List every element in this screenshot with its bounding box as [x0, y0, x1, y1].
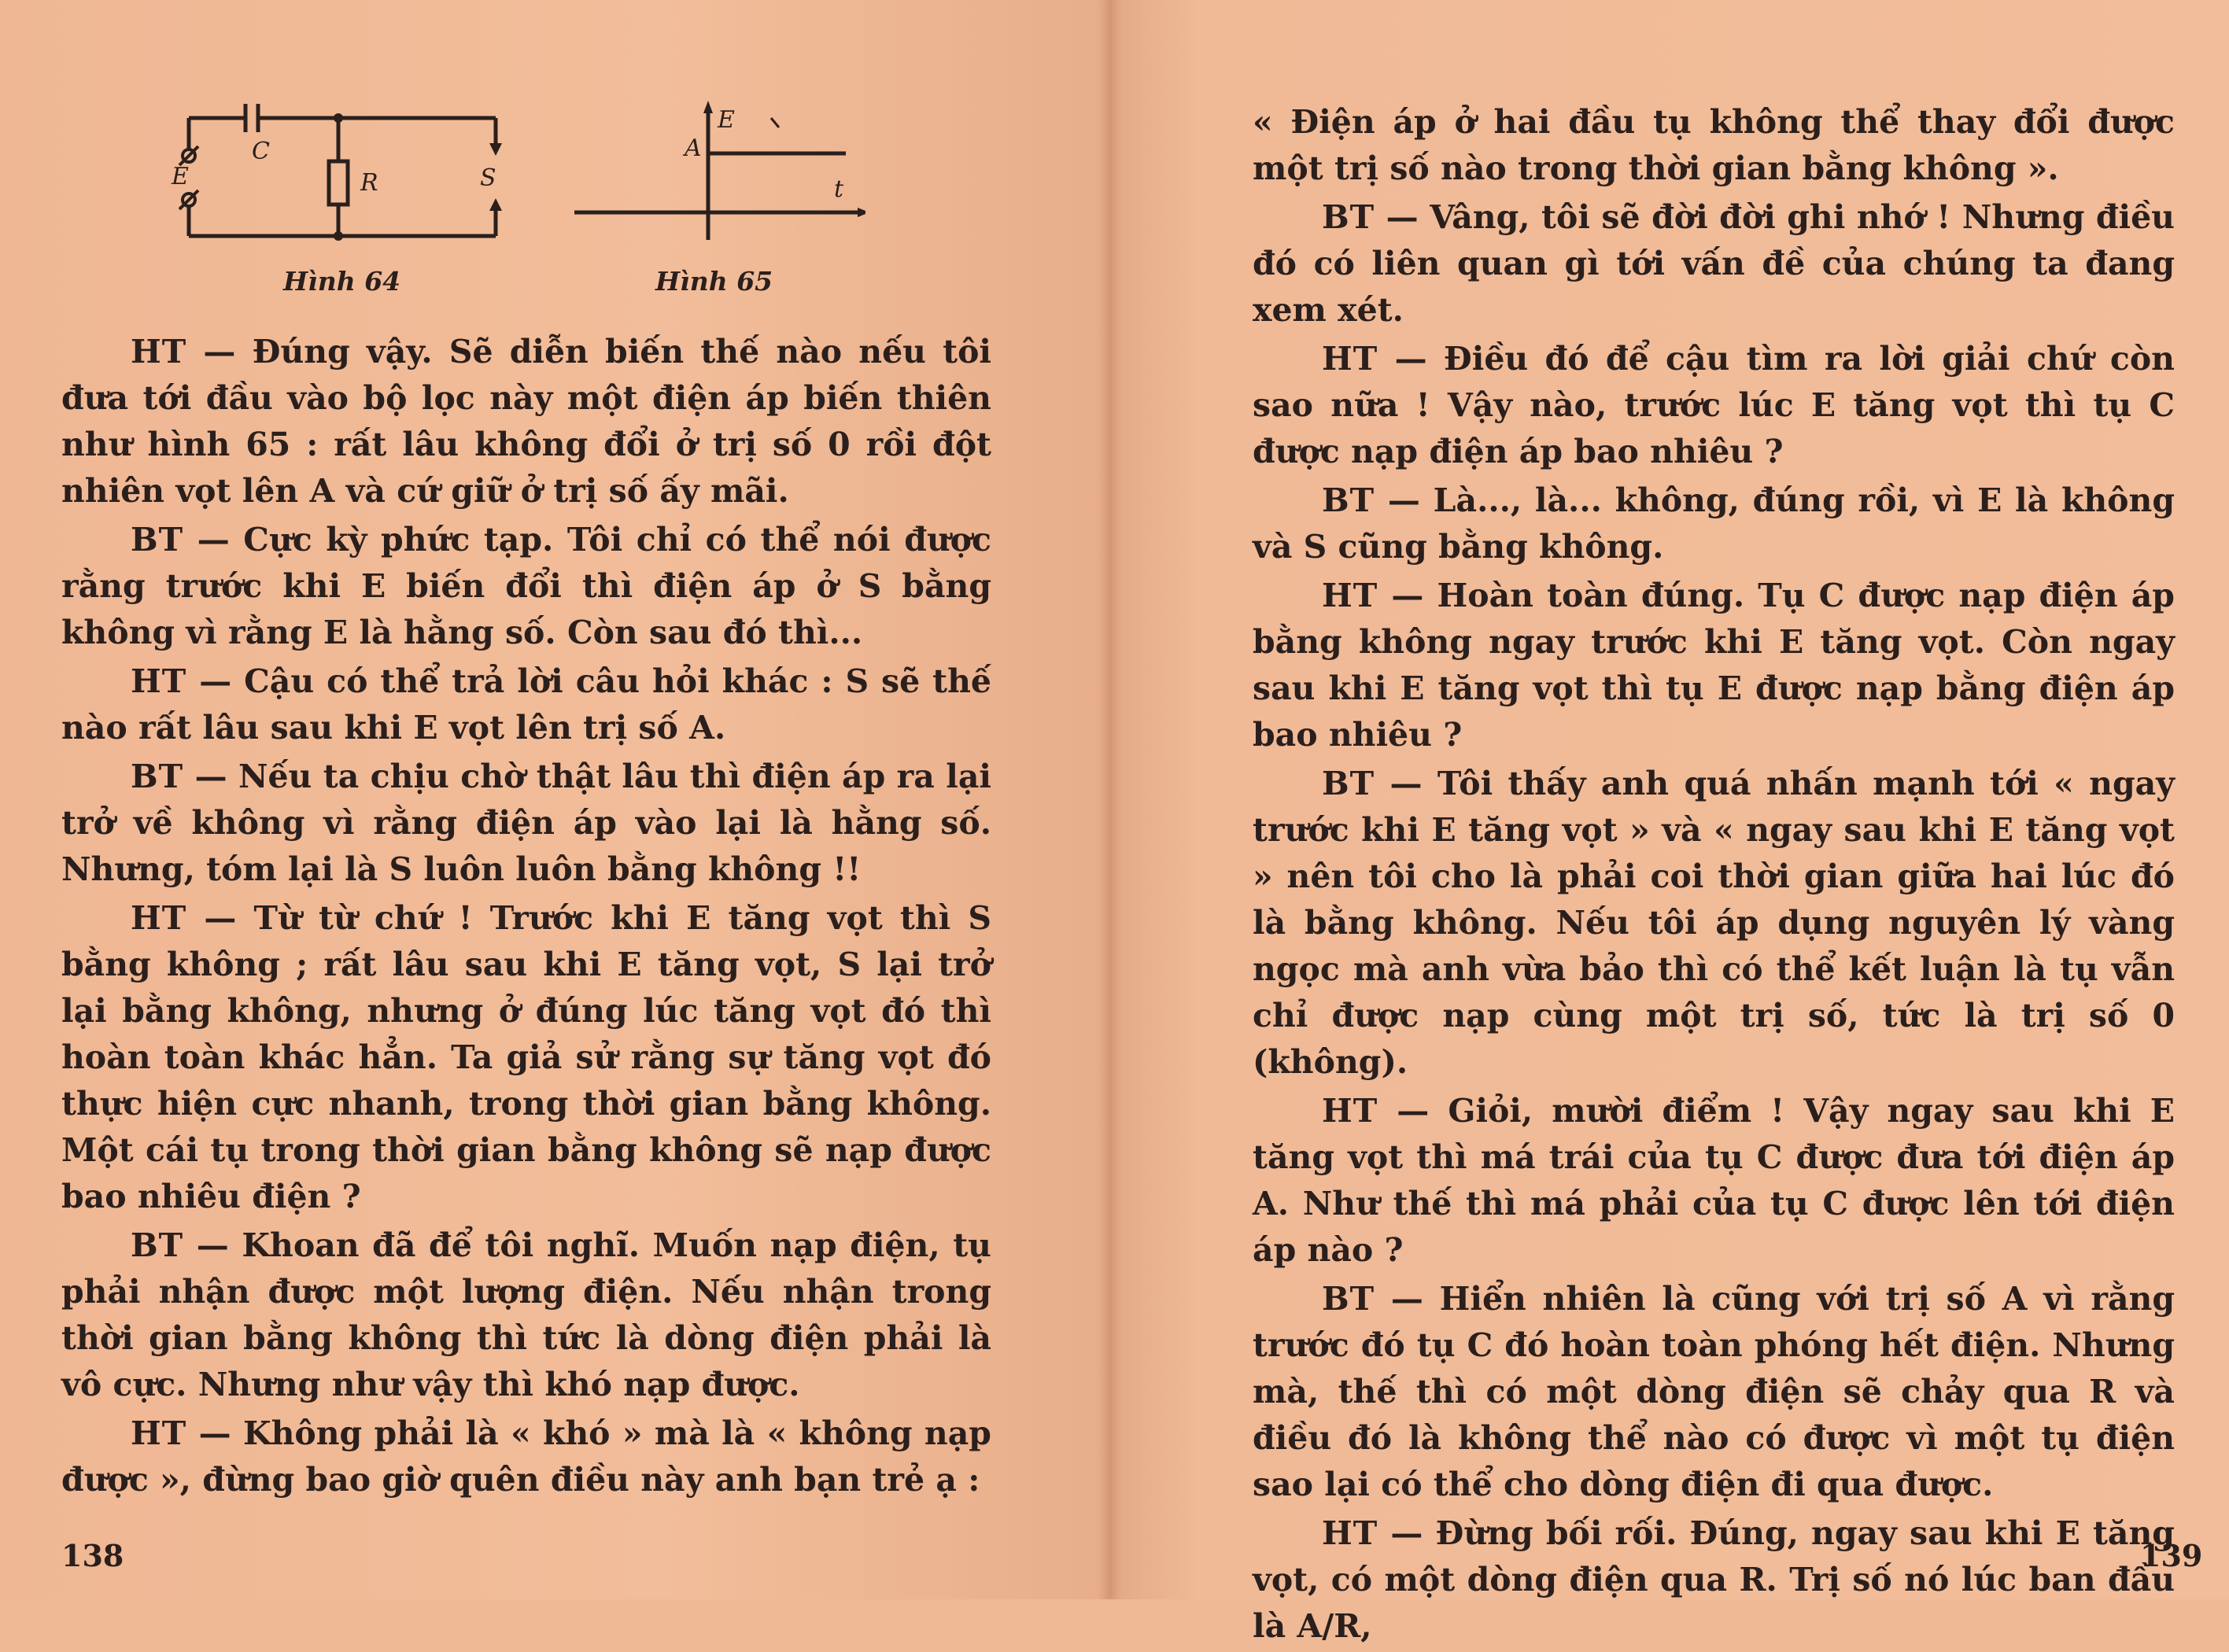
dialogue-paragraph: HT — Đừng bối rối. Đúng, ngay sau khi E tăng vọt, có một dòng điện qua R. Trị số nó lúc ban đầu là A/R,	[1253, 1514, 2175, 1645]
dialogue-paragraph: BT — Tôi thấy anh quá nhấn mạnh tới « ngay trước khi E tăng vọt » và « ngay sau khi E tăng vọt » nên tôi cho là phải coi thời gian giữa hai lúc đó là bằng không. Nếu tôi áp dụng nguyên lý vàng ngọc mà anh vừa bảo thì có thể kết luận là tụ vẫn chỉ được nạp cùng một trị số, tức là trị số 0 (không).	[1253, 765, 2175, 1081]
right-page-text	[1253, 99, 2175, 1652]
speaker-label: BT	[131, 1226, 184, 1264]
quote-paragraph: « Điện áp ở hai đầu tụ không thể thay đổi được một trị số nào trong thời gian bằng không ».	[1253, 103, 2175, 187]
dialogue-paragraph: BT — Khoan đã để tôi nghĩ. Muốn nạp điện, tụ phải nhận được một lượng điện. Nếu nhận trong thời gian bằng không thì tức là dòng điện phải là vô cực. Nhưng như vậy thì khó nạp được.	[61, 1226, 991, 1403]
left-page-text	[61, 329, 991, 1506]
figure-65-graph	[566, 94, 865, 244]
speaker-label: BT	[1322, 765, 1375, 802]
paragraph-text: Là..., là... không, đúng rồi, vì E là không và S cũng bằng không.	[1253, 481, 2175, 566]
figure-65-caption: Hình 65	[655, 266, 773, 297]
dialogue-paragraph: BT — Vâng, tôi sẽ đời đời ghi nhớ ! Nhưng điều đó có liên quan gì tới vấn đề của chúng ta đang xem xét.	[1253, 198, 2175, 329]
figure-64-caption: Hình 64	[283, 266, 401, 297]
dialogue-paragraph: HT — Cậu có thể trả lời câu hỏi khác : S sẽ thế nào rất lâu sau khi E vọt lên trị số A.	[61, 662, 991, 747]
dialogue-paragraph: BT — Là..., là... không, đúng rồi, vì E là không và S cũng bằng không.	[1253, 481, 2175, 566]
fig64-label-c: C	[252, 138, 270, 165]
paragraph-text: Giỏi, mười điểm ! Vậy ngay sau khi E tăng vọt thì má trái của tụ C được đưa tới điện áp A. Như thế thì má phải của tụ C được lên tới điện áp nào ?	[1253, 1092, 2175, 1269]
paragraph-text: Đúng vậy. Sẽ diễn biến thế nào nếu tôi đưa tới đầu vào bộ lọc này một điện áp biến thiên như hình 65 : rất lâu không đổi ở trị số 0 rồi đột nhiên vọt lên A và cứ giữ ở trị số ấy mãi.	[61, 333, 991, 510]
fig64-label-r: R	[360, 169, 378, 197]
paragraph-text: Từ từ chứ ! Trước khi E tăng vọt thì S bằng không ; rất lâu sau khi E tăng vọt, S lại trở lại bằng không, nhưng ở đúng lúc tăng vọt đó thì hoàn toàn khác hẳn. Ta giả sử rằng sự tăng vọt đó thực hiện cực nhanh, trong thời gian bằng không. Một cái tụ trong thời gian bằng không sẽ nạp được bao nhiêu điện ?	[61, 899, 991, 1215]
page-number-right: 139	[2140, 1538, 2203, 1573]
dialogue-paragraph: HT — Từ từ chứ ! Trước khi E tăng vọt thì S bằng không ; rất lâu sau khi E tăng vọt, S lại trở lại bằng không, nhưng ở đúng lúc tăng vọt đó thì hoàn toàn khác hẳn. Ta giả sử rằng sự tăng vọt đó thực hiện cực nhanh, trong thời gian bằng không. Một cái tụ trong thời gian bằng không sẽ nạp được bao nhiêu điện ?	[61, 899, 991, 1215]
speaker-label: BT	[1322, 1280, 1375, 1318]
speaker-label: HT	[131, 899, 187, 937]
dialogue-paragraph: HT — Hoàn toàn đúng. Tụ C được nạp điện áp bằng không ngay trước khi E tăng vọt. Còn ngay sau khi E tăng vọt thì tụ E được nạp bằng điện áp bao nhiêu ?	[1253, 577, 2175, 754]
paragraph-text: Điều đó để cậu tìm ra lời giải chứ còn sao nữa ! Vậy nào, trước lúc E tăng vọt thì tụ C được nạp điện áp bao nhiêu ?	[1253, 340, 2175, 470]
dialogue-paragraph: HT — Điều đó để cậu tìm ra lời giải chứ còn sao nữa ! Vậy nào, trước lúc E tăng vọt thì tụ C được nạp điện áp bao nhiêu ?	[1253, 340, 2175, 470]
speaker-label: BT	[1322, 481, 1375, 519]
fig64-label-e: E	[172, 163, 189, 190]
speaker-label: HT	[1322, 577, 1378, 614]
speaker-label: HT	[1322, 1092, 1378, 1130]
fig65-label-t: t	[834, 175, 844, 203]
dialogue-paragraph: HT — Giỏi, mười điểm ! Vậy ngay sau khi E tăng vọt thì má trái của tụ C được đưa tới điện áp A. Như thế thì má phải của tụ C được lên tới điện áp nào ?	[1253, 1092, 2175, 1269]
page-number-left: 138	[61, 1538, 124, 1573]
paragraph-text: Cực kỳ phức tạp. Tôi chỉ có thể nói được rằng trước khi E biến đổi thì điện áp ở S bằng không vì rằng E là hằng số. Còn sau đó thì...	[61, 521, 991, 651]
paragraph-text: Vâng, tôi sẽ đời đời ghi nhớ ! Nhưng điều đó có liên quan gì tới vấn đề của chúng ta đang xem xét.	[1253, 198, 2175, 329]
fig65-label-a: A	[685, 135, 702, 162]
paragraph-text: Hiển nhiên là cũng với trị số A vì rằng trước đó tụ C đó hoàn toàn phóng hết điện. Nhưng mà, thế thì có một dòng điện sẽ chảy qua R và điều đó là không thể nào có được vì một tụ điện sao lại có thể cho dòng điện đi qua được.	[1253, 1280, 2175, 1503]
paragraph-text: Nếu ta chịu chờ thật lâu thì điện áp ra lại trở về không vì rằng điện áp vào lại là hằng số. Nhưng, tóm lại là S luôn luôn bằng không !!	[61, 758, 991, 888]
fig65-label-e: E	[718, 106, 735, 134]
paragraph-text: Không phải là « khó » mà là « không nạp được », đừng bao giờ quên điều này anh bạn trẻ ạ :	[61, 1414, 991, 1499]
speaker-label: BT	[1322, 198, 1375, 236]
speaker-label: BT	[131, 521, 184, 559]
speaker-label: HT	[131, 333, 187, 371]
dialogue-paragraph: BT — Nếu ta chịu chờ thật lâu thì điện áp ra lại trở về không vì rằng điện áp vào lại là hằng số. Nhưng, tóm lại là S luôn luôn bằng không !!	[61, 758, 991, 888]
paragraph-text: Đừng bối rối. Đúng, ngay sau khi E tăng vọt, có một dòng điện qua R. Trị số nó lúc ban đầu là A/R,	[1253, 1514, 2175, 1645]
speaker-label: BT	[131, 758, 184, 795]
paragraph-text: Hoàn toàn đúng. Tụ C được nạp điện áp bằng không ngay trước khi E tăng vọt. Còn ngay sau khi E tăng vọt thì tụ E được nạp bằng điện áp bao nhiêu ?	[1253, 577, 2175, 754]
paragraph-text: Tôi thấy anh quá nhấn mạnh tới « ngay trước khi E tăng vọt » và « ngay sau khi E tăng vọt » nên tôi cho là phải coi thời gian giữa hai lúc đó là bằng không. Nếu tôi áp dụng nguyên lý vàng ngọc mà anh vừa bảo thì có thể kết luận là tụ vẫn chỉ được nạp cùng một trị số, tức là trị số 0 (không).	[1253, 765, 2175, 1081]
speaker-label: HT	[131, 662, 187, 700]
figure-64-circuit	[165, 94, 511, 260]
dialogue-paragraph: HT — Không phải là « khó » mà là « không nạp được », đừng bao giờ quên điều này anh bạn trẻ ạ :	[61, 1414, 991, 1499]
dialogue-paragraph: HT — Đúng vậy. Sẽ diễn biến thế nào nếu tôi đưa tới đầu vào bộ lọc này một điện áp biến thiên như hình 65 : rất lâu không đổi ở trị số 0 rồi đột nhiên vọt lên A và cứ giữ ở trị số ấy mãi.	[61, 333, 991, 510]
speaker-label: HT	[131, 1414, 187, 1452]
speaker-label: HT	[1322, 1514, 1378, 1552]
dialogue-paragraph: BT — Hiển nhiên là cũng với trị số A vì rằng trước đó tụ C đó hoàn toàn phóng hết điện. Nhưng mà, thế thì có một dòng điện sẽ chảy qua R và điều đó là không thể nào có được vì một tụ điện sao lại có thể cho dòng điện đi qua được.	[1253, 1280, 2175, 1503]
dialogue-paragraph: BT — Cực kỳ phức tạp. Tôi chỉ có thể nói được rằng trước khi E biến đổi thì điện áp ở S bằng không vì rằng E là hằng số. Còn sau đó thì...	[61, 521, 991, 651]
book-gutter	[1098, 0, 1121, 1599]
paragraph-text: Khoan đã để tôi nghĩ. Muốn nạp điện, tụ phải nhận được một lượng điện. Nếu nhận trong thời gian bằng không thì tức là dòng điện phải là vô cực. Nhưng như vậy thì khó nạp được.	[61, 1226, 991, 1403]
fig64-label-s: S	[480, 164, 496, 192]
paragraph-text: Cậu có thể trả lời câu hỏi khác : S sẽ thế nào rất lâu sau khi E vọt lên trị số A.	[61, 662, 991, 747]
speaker-label: HT	[1322, 340, 1378, 378]
